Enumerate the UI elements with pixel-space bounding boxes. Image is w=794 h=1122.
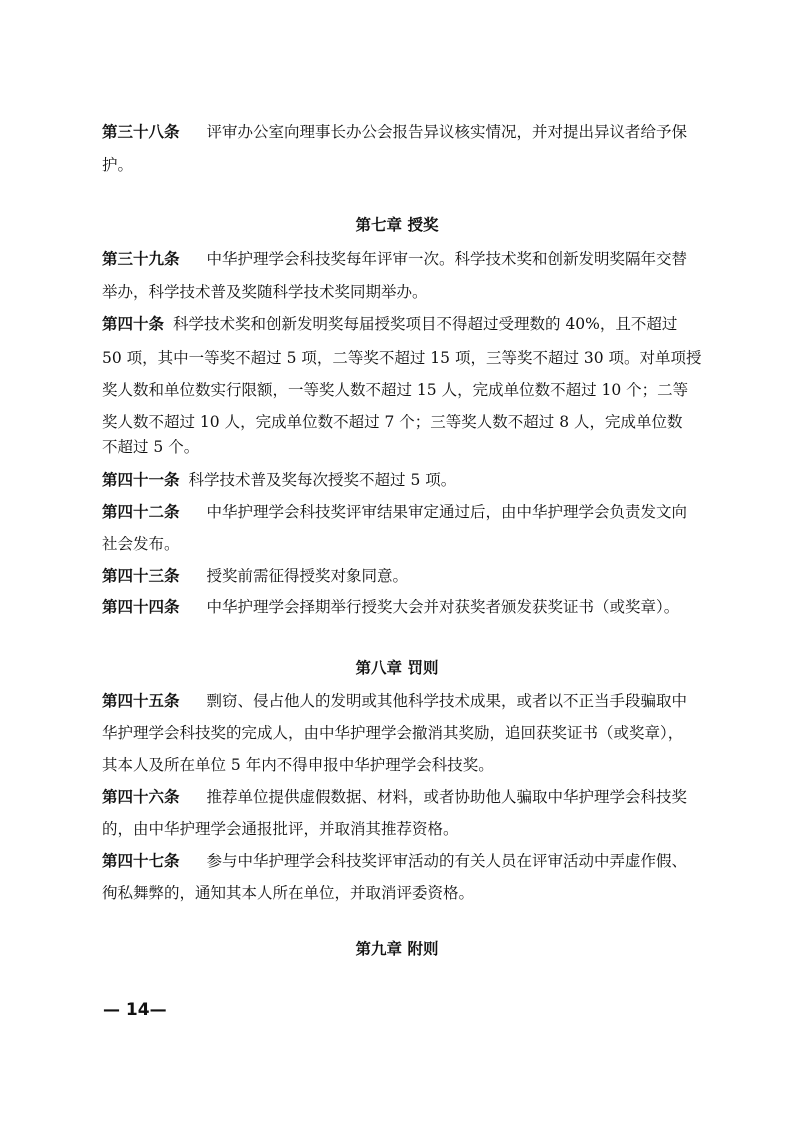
- chapter-8-heading: 第八章 罚则: [355, 659, 439, 677]
- article-39-line-1: [102, 249, 687, 269]
- article-47-line-1: [102, 851, 687, 871]
- article-42-line-1: [102, 502, 687, 522]
- page-number: — 14—: [103, 1000, 167, 1020]
- article-46-label: 第四十六条: [102, 788, 180, 806]
- article-40-line-5: 不超过 5 个。: [102, 438, 200, 456]
- article-39-line-2: 举办，科学技术普及奖随科学技术奖同期举办。: [102, 283, 428, 301]
- article-40-text: 科学技术奖和创新发明奖每届授奖项目不得超过受理数的 40%，且不超过: [173, 315, 678, 333]
- article-45-line-1: [102, 691, 687, 711]
- article-40-line-4: 奖人数不超过 10 人，完成单位数不超过 7 个；三等奖人数不超过 8 人，完成单位数: [102, 413, 683, 431]
- article-47-text: 参与中华护理学会科技奖评审活动的有关人员在评审活动中弄虚作假、: [206, 852, 688, 870]
- chapter-7-heading: 第七章 授奖: [355, 216, 439, 234]
- article-45-line-2: 华护理学会科技奖的完成人，由中华护理学会撤消其奖励，追回获奖证书（或奖章），: [102, 724, 684, 742]
- chapter-9-heading: 第九章 附则: [355, 940, 439, 958]
- article-47-line-2: 徇私舞弊的，通知其本人所在单位，并取消评委资格。: [102, 884, 475, 902]
- article-43-text: 授奖前需征得授奖对象同意。: [206, 567, 409, 585]
- article-42-text: 中华护理学会科技奖评审结果审定通过后，由中华护理学会负责发文向: [206, 503, 688, 521]
- article-44-line-1: [102, 597, 679, 617]
- article-42-line-2: 社会发布。: [102, 535, 180, 553]
- article-41-text: 科学技术普及奖每次授奖不超过 5 项。: [188, 471, 457, 489]
- article-46-text: 推荐单位提供虚假数据、材料，或者协助他人骗取中华护理学会科技奖: [206, 788, 688, 806]
- article-47-label: 第四十七条: [102, 852, 180, 870]
- article-38-line-2: 护。: [102, 156, 134, 174]
- article-43-line-1: [102, 566, 408, 586]
- article-41-line-1: [102, 470, 456, 490]
- article-38-label: 第三十八条: [102, 123, 180, 141]
- article-40-label: 第四十条: [102, 315, 165, 333]
- article-39-label: 第三十九条: [102, 250, 180, 268]
- article-45-text: 剽窃、侵占他人的发明或其他科学技术成果，或者以不正当手段骗取中: [206, 692, 688, 710]
- article-40-line-1: [102, 314, 677, 334]
- article-45-line-3: 其本人及所在单位 5 年内不得申报中华护理学会科技奖。: [102, 756, 494, 774]
- article-44-text: 中华护理学会择期举行授奖大会并对获奖者颁发获奖证书（或奖章）。: [206, 598, 680, 616]
- article-38-line-1: [102, 122, 687, 142]
- article-45-label: 第四十五条: [102, 692, 180, 710]
- article-43-label: 第四十三条: [102, 567, 180, 585]
- article-39-text: 中华护理学会科技奖每年评审一次。科学技术奖和创新发明奖隔年交替: [206, 250, 688, 268]
- article-40-line-2: 50 项，其中一等奖不超过 5 项，二等奖不超过 15 项，三等奖不超过 30 项。对单项授: [102, 349, 702, 367]
- article-46-line-2: 的，由中华护理学会通报批评，并取消其推荐资格。: [102, 820, 459, 838]
- article-42-label: 第四十二条: [102, 503, 180, 521]
- article-38-text: 评审办公室向理事长办公会报告异议核实情况，并对提出异议者给予保: [206, 123, 688, 141]
- article-40-line-3: 奖人数和单位数实行限额，一等奖人数不超过 15 人，完成单位数不超过 10 个；二等: [102, 381, 689, 399]
- article-41-label: 第四十一条: [102, 471, 180, 489]
- article-46-line-1: [102, 787, 687, 807]
- article-44-label: 第四十四条: [102, 598, 180, 616]
